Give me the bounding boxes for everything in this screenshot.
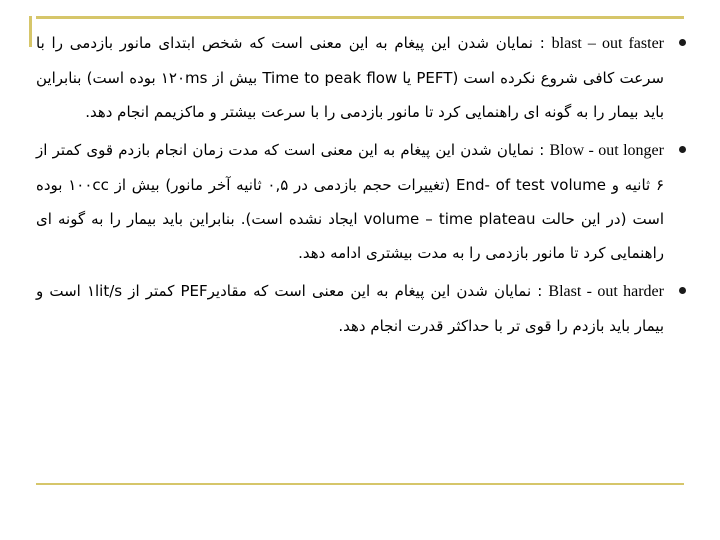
bullet-point-icon [679,39,686,46]
bullet-text: : نمایان شدن این پیغام به این معنی است که مدت زمان انجام بازدم قوی کمتر از ۶ ثانیه و End- of test volume (تغییرات حجم بازدمی در ۰,۵ ثانیه آخر مانور) بیش از ۱۰۰cc بوده است (در این حالت volume – time plateau ایجاد نشده است). بنابراین باید بیمار را به گونه ای راهنمایی کرد تا مانور بازدمی را به مدت بیشتری ادامه دهد. [36,141,664,262]
bullet-item-blast-out-harder [36,274,686,343]
bullet-point-icon [679,287,686,294]
bullet-item-blow-out-longer [36,133,686,270]
bullet-item-blast-out-faster [36,26,686,129]
slide-corner-mark [29,16,32,47]
bullet-point-icon [679,146,686,153]
bullet-text: : نمایان شدن این پیغام به این معنی است که شخص ابتدای مانور بازدمی را با سرعت کافی شروع نکرده است (PEFT یا Time to peak flow بیش از ۱۲۰ms بوده است) بنابراین باید بیمار را به گونه ای راهنمایی کرد تا مانور بازدمی را با سرعت بیشتر و ماکزیمم انجام دهد. [36,34,664,121]
bullet-term: Blast - out harder [548,283,664,300]
slide-top-rule [36,16,684,19]
slide-body [36,26,686,343]
bullet-text: : نمایان شدن این پیغام به این معنی است که مقادیرPEF کمتر از ۱lit/s است و بیمار باید بازدم را قوی تر با حداکثر قدرت انجام دهد. [36,282,664,335]
bullet-term: Blow - out longer [549,142,664,159]
bullet-term: blast – out faster [551,35,664,52]
slide-bottom-rule [36,483,684,485]
